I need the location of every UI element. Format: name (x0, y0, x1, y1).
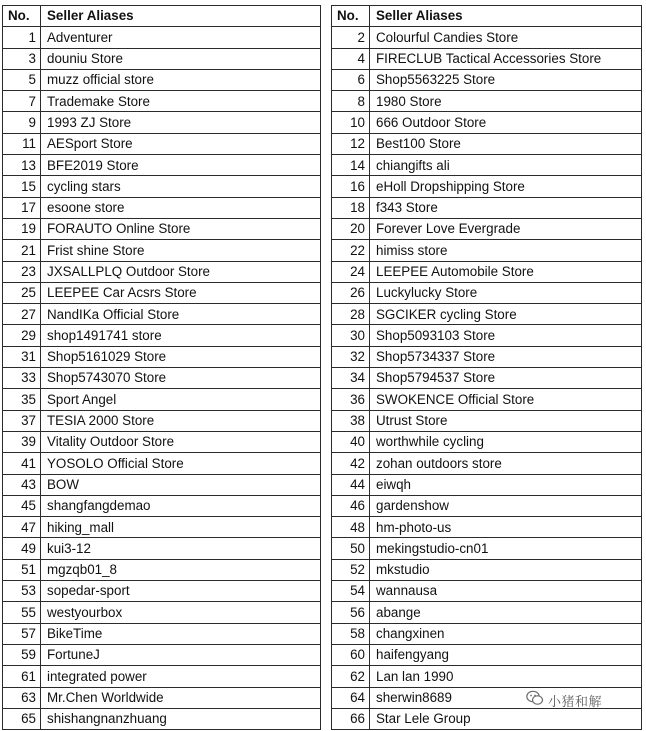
seller-alias: LEEPEE Car Acsrs Store (41, 282, 321, 303)
table-row (3, 282, 321, 303)
table-row (3, 559, 321, 580)
row-number: 29 (3, 325, 41, 346)
table-row (332, 261, 642, 282)
table-body-left (3, 27, 321, 730)
row-number: 15 (3, 176, 41, 197)
row-number: 21 (3, 240, 41, 261)
seller-alias: Lan lan 1990 (370, 666, 642, 687)
table-row (332, 666, 642, 687)
row-number: 34 (332, 368, 370, 389)
seller-alias: kui3-12 (41, 538, 321, 559)
row-number: 66 (332, 708, 370, 729)
row-number: 9 (3, 112, 41, 133)
table-row (3, 517, 321, 538)
table-row (3, 666, 321, 687)
row-number: 36 (332, 389, 370, 410)
table-row (3, 389, 321, 410)
table-header-row (3, 6, 321, 27)
row-number: 23 (3, 261, 41, 282)
row-number: 18 (332, 197, 370, 218)
table-header-row (332, 6, 642, 27)
row-number: 50 (332, 538, 370, 559)
row-number: 40 (332, 431, 370, 452)
table-row (3, 27, 321, 48)
table-row (332, 27, 642, 48)
table-row (332, 133, 642, 154)
seller-alias: esoone store (41, 197, 321, 218)
row-number: 46 (332, 495, 370, 516)
table-row (3, 602, 321, 623)
seller-alias: Vitality Outdoor Store (41, 431, 321, 452)
row-number: 26 (332, 282, 370, 303)
row-number: 10 (332, 112, 370, 133)
row-number: 8 (332, 91, 370, 112)
table-body-right (332, 27, 642, 730)
column-header-no: No. (332, 6, 370, 27)
table-row (332, 559, 642, 580)
seller-alias: gardenshow (370, 495, 642, 516)
row-number: 62 (332, 666, 370, 687)
table-row (332, 389, 642, 410)
table-row (332, 69, 642, 90)
table-row (3, 708, 321, 729)
table-row (332, 602, 642, 623)
row-number: 30 (332, 325, 370, 346)
seller-alias: NandIKa Official Store (41, 304, 321, 325)
table-row (332, 176, 642, 197)
table-row (332, 48, 642, 69)
table-row (332, 240, 642, 261)
row-number: 45 (3, 495, 41, 516)
table-row (332, 538, 642, 559)
seller-alias: YOSOLO Official Store (41, 453, 321, 474)
seller-alias: LEEPEE Automobile Store (370, 261, 642, 282)
row-number: 59 (3, 644, 41, 665)
table-row (332, 517, 642, 538)
seller-alias: eHoll Dropshipping Store (370, 176, 642, 197)
column-header-no: No. (3, 6, 41, 27)
table-row (3, 112, 321, 133)
row-number: 13 (3, 155, 41, 176)
row-number: 56 (332, 602, 370, 623)
row-number: 4 (332, 48, 370, 69)
seller-alias: zohan outdoors store (370, 453, 642, 474)
row-number: 1 (3, 27, 41, 48)
table-row (3, 48, 321, 69)
seller-alias: Shop5734337 Store (370, 346, 642, 367)
seller-alias: FIRECLUB Tactical Accessories Store (370, 48, 642, 69)
row-number: 49 (3, 538, 41, 559)
seller-alias: chiangifts ali (370, 155, 642, 176)
seller-alias: shangfangdemao (41, 495, 321, 516)
row-number: 55 (3, 602, 41, 623)
row-number: 57 (3, 623, 41, 644)
seller-alias: wannausa (370, 581, 642, 602)
row-number: 54 (332, 581, 370, 602)
seller-alias: Trademake Store (41, 91, 321, 112)
row-number: 39 (3, 431, 41, 452)
table-row (332, 623, 642, 644)
table-row (3, 325, 321, 346)
table-row (3, 474, 321, 495)
seller-alias: hiking_mall (41, 517, 321, 538)
table-row (3, 453, 321, 474)
row-number: 22 (332, 240, 370, 261)
seller-alias: shishangnanzhuang (41, 708, 321, 729)
seller-alias: haifengyang (370, 644, 642, 665)
seller-alias: 1993 ZJ Store (41, 112, 321, 133)
seller-alias: 1980 Store (370, 91, 642, 112)
column-header-seller-aliases: Seller Aliases (41, 6, 321, 27)
row-number: 3 (3, 48, 41, 69)
table-row (3, 410, 321, 431)
seller-alias: shop1491741 store (41, 325, 321, 346)
watermark-text: 小猪和解 (548, 695, 603, 710)
row-number: 7 (3, 91, 41, 112)
seller-alias: SWOKENCE Official Store (370, 389, 642, 410)
seller-alias: Adventurer (41, 27, 321, 48)
table-row (332, 282, 642, 303)
row-number: 61 (3, 666, 41, 687)
row-number: 19 (3, 218, 41, 239)
row-number: 64 (332, 687, 370, 708)
table-row (332, 431, 642, 452)
table-row (3, 69, 321, 90)
seller-alias: abange (370, 602, 642, 623)
table-row (3, 581, 321, 602)
table-row (3, 261, 321, 282)
row-number: 42 (332, 453, 370, 474)
row-number: 5 (3, 69, 41, 90)
table-row (3, 304, 321, 325)
table-row (3, 218, 321, 239)
seller-alias: TESIA 2000 Store (41, 410, 321, 431)
seller-alias: FortuneJ (41, 644, 321, 665)
seller-alias: Best100 Store (370, 133, 642, 154)
seller-alias: Luckylucky Store (370, 282, 642, 303)
table-row (3, 495, 321, 516)
table-row (3, 623, 321, 644)
seller-alias: Mr.Chen Worldwide (41, 687, 321, 708)
seller-alias: JXSALLPLQ Outdoor Store (41, 261, 321, 282)
row-number: 27 (3, 304, 41, 325)
table-row (332, 325, 642, 346)
row-number: 37 (3, 410, 41, 431)
seller-alias: SGCIKER cycling Store (370, 304, 642, 325)
row-number: 14 (332, 155, 370, 176)
row-number: 53 (3, 581, 41, 602)
table-row (332, 687, 642, 708)
table-row (332, 218, 642, 239)
seller-alias: douniu Store (41, 48, 321, 69)
seller-alias: mgzqb01_8 (41, 559, 321, 580)
seller-alias: eiwqh (370, 474, 642, 495)
row-number: 17 (3, 197, 41, 218)
table-row (332, 644, 642, 665)
seller-alias: changxinen (370, 623, 642, 644)
seller-alias: mkstudio (370, 559, 642, 580)
table-row (332, 112, 642, 133)
seller-alias: westyourbox (41, 602, 321, 623)
seller-alias: integrated power (41, 666, 321, 687)
row-number: 12 (332, 133, 370, 154)
row-number: 35 (3, 389, 41, 410)
seller-table-left (2, 5, 321, 730)
seller-alias: sopedar-sport (41, 581, 321, 602)
table-row (332, 453, 642, 474)
row-number: 24 (332, 261, 370, 282)
row-number: 28 (332, 304, 370, 325)
row-number: 31 (3, 346, 41, 367)
seller-alias: Shop5161029 Store (41, 346, 321, 367)
row-number: 51 (3, 559, 41, 580)
table-row (332, 474, 642, 495)
table-row (332, 410, 642, 431)
column-header-seller-aliases: Seller Aliases (370, 6, 642, 27)
seller-alias: BFE2019 Store (41, 155, 321, 176)
seller-alias: Colourful Candies Store (370, 27, 642, 48)
seller-alias: f343 Store (370, 197, 642, 218)
row-number: 2 (332, 27, 370, 48)
row-number: 47 (3, 517, 41, 538)
row-number: 41 (3, 453, 41, 474)
row-number: 25 (3, 282, 41, 303)
seller-alias: BOW (41, 474, 321, 495)
row-number: 52 (332, 559, 370, 580)
row-number: 43 (3, 474, 41, 495)
seller-alias: Frist shine Store (41, 240, 321, 261)
seller-alias: himiss store (370, 240, 642, 261)
row-number: 38 (332, 410, 370, 431)
table-row (3, 346, 321, 367)
row-number: 44 (332, 474, 370, 495)
seller-alias: Utrust Store (370, 410, 642, 431)
row-number: 65 (3, 708, 41, 729)
seller-alias: Shop5093103 Store (370, 325, 642, 346)
seller-alias: Shop5743070 Store (41, 368, 321, 389)
row-number: 16 (332, 176, 370, 197)
seller-alias: Sport Angel (41, 389, 321, 410)
row-number: 60 (332, 644, 370, 665)
seller-alias: FORAUTO Online Store (41, 218, 321, 239)
table-row (332, 368, 642, 389)
seller-alias: Forever Love Evergrade (370, 218, 642, 239)
row-number: 20 (332, 218, 370, 239)
table-row (3, 240, 321, 261)
seller-alias: muzz official store (41, 69, 321, 90)
table-row (3, 644, 321, 665)
table-row (3, 155, 321, 176)
row-number: 32 (332, 346, 370, 367)
table-row (3, 91, 321, 112)
seller-alias: Shop5563225 Store (370, 69, 642, 90)
table-row (332, 708, 642, 729)
seller-alias: Star Lele Group (370, 708, 642, 729)
row-number: 33 (3, 368, 41, 389)
table-row (332, 197, 642, 218)
table-row (3, 538, 321, 559)
table-row (3, 197, 321, 218)
table-row (3, 431, 321, 452)
row-number: 58 (332, 623, 370, 644)
seller-alias: 666 Outdoor Store (370, 112, 642, 133)
table-row (332, 581, 642, 602)
table-row (3, 133, 321, 154)
table-row (332, 495, 642, 516)
seller-table-right (331, 5, 642, 730)
seller-alias: mekingstudio-cn01 (370, 538, 642, 559)
seller-alias: AESport Store (41, 133, 321, 154)
seller-alias: hm-photo-us (370, 517, 642, 538)
row-number: 6 (332, 69, 370, 90)
table-row (332, 91, 642, 112)
row-number: 48 (332, 517, 370, 538)
seller-alias: cycling stars (41, 176, 321, 197)
seller-alias: worthwhile cycling (370, 431, 642, 452)
table-row (3, 176, 321, 197)
table-row (332, 346, 642, 367)
table-row (3, 368, 321, 389)
table-row (332, 155, 642, 176)
row-number: 63 (3, 687, 41, 708)
seller-alias: Shop5794537 Store (370, 368, 642, 389)
table-row (3, 687, 321, 708)
seller-alias: sherwin8689 (370, 687, 642, 708)
row-number: 11 (3, 133, 41, 154)
table-row (332, 304, 642, 325)
seller-alias: BikeTime (41, 623, 321, 644)
